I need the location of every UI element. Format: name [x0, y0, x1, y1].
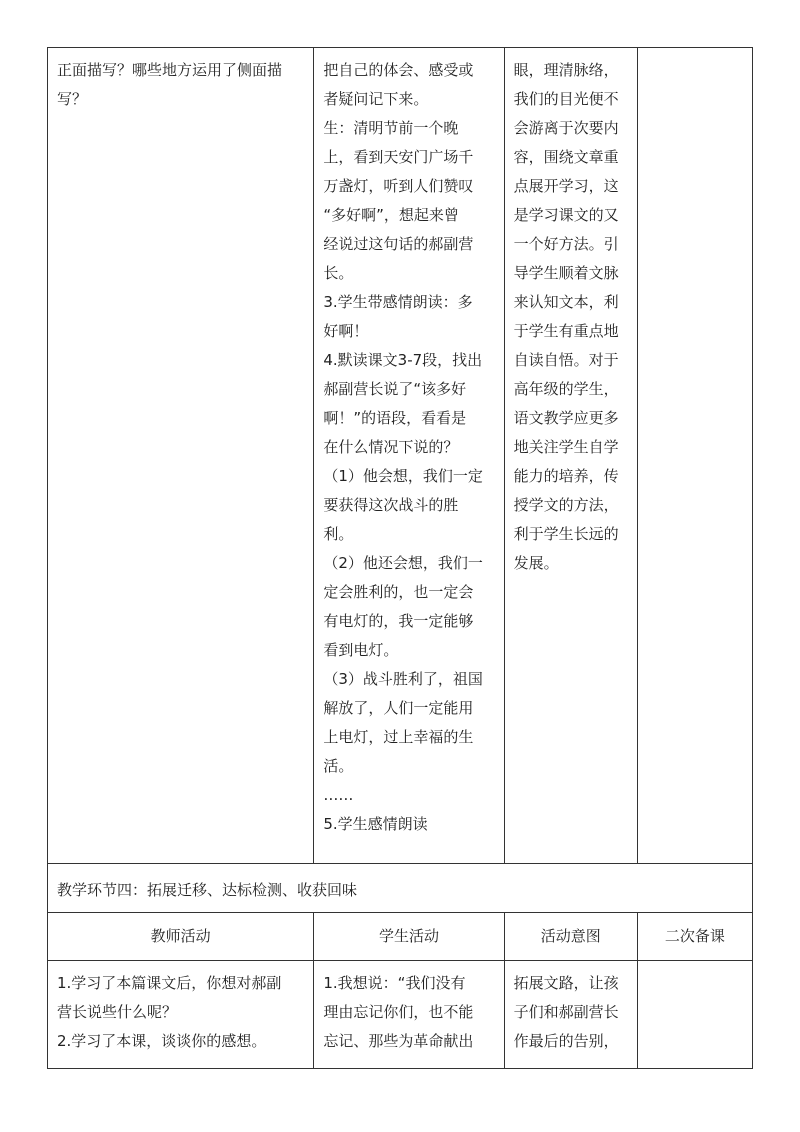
- table-header-row: [48, 913, 753, 961]
- text-line: 能力的培养，传: [513, 467, 619, 485]
- teacher-activity-text: [48, 961, 313, 1056]
- header-teacher: 教师活动: [48, 913, 314, 961]
- second-prep-text: [638, 961, 752, 969]
- teacher-activity-cell: [48, 961, 314, 1069]
- text-line: 点展开学习，这: [513, 177, 619, 195]
- text-line: 营长说些什么呢？: [57, 1003, 178, 1021]
- text-line: 利。: [323, 525, 354, 543]
- text-line: 地关注学生自学: [513, 438, 619, 456]
- text-line: 4.默读课文3-7段，找出: [323, 351, 483, 369]
- second-prep-cell: [637, 961, 752, 1069]
- text-line: 者疑问记下来。: [323, 90, 429, 108]
- text-line: 自读自悟。对于: [513, 351, 619, 369]
- text-line: （3）战斗胜利了，祖国: [323, 670, 483, 688]
- text-line: 写？: [57, 90, 88, 108]
- text-line: “多好啊”，想起来曾: [323, 206, 459, 224]
- text-line: 5.学生感情朗读: [323, 815, 428, 833]
- activity-intent-cell: [504, 48, 637, 864]
- second-prep-cell: [637, 48, 752, 864]
- text-line: 有电灯的，我一定能够: [323, 612, 474, 630]
- text-line: 来认知文本，利: [513, 293, 619, 311]
- text-line: 经说过这句话的郝副营: [323, 235, 474, 253]
- activity-intent-text: [505, 961, 637, 1056]
- text-line: 于学生有重点地: [513, 322, 619, 340]
- section-title: 教学环节四：拓展迁移、达标检测、收获回味: [57, 881, 358, 899]
- text-line: 啊！”的语段，看看是: [323, 409, 467, 427]
- text-line: 语文教学应更多: [513, 409, 619, 427]
- text-line: 要获得这次战斗的胜: [323, 496, 459, 514]
- text-line: 1.我想说：“我们没有: [323, 974, 466, 992]
- header-student: 学生活动: [314, 913, 504, 961]
- text-line: 授学文的方法，: [513, 496, 619, 514]
- text-line: 万盏灯，听到人们赞叹: [323, 177, 474, 195]
- text-line: 忘记、那些为革命献出: [323, 1032, 474, 1050]
- student-activity-cell: [314, 961, 504, 1069]
- text-line: 解放了，人们一定能用: [323, 699, 474, 717]
- text-line: 容，围绕文章重: [513, 148, 619, 166]
- student-activity-text: [314, 961, 503, 1056]
- text-line: 导学生顺着文脉: [513, 264, 619, 282]
- text-line: 高年级的学生，: [513, 380, 619, 398]
- table-row: [48, 48, 753, 864]
- text-line: 一个好方法。引: [513, 235, 619, 253]
- text-line: （2）他还会想，我们一: [323, 554, 483, 572]
- text-line: 眼，理清脉络，: [513, 61, 619, 79]
- section-title-cell: [48, 864, 753, 913]
- activity-intent-text: [505, 48, 637, 578]
- text-line: 上电灯，过上幸福的生: [323, 728, 474, 746]
- table-row: [48, 961, 753, 1069]
- text-line: 2.学习了本课，谈谈你的感想。: [57, 1032, 267, 1050]
- text-line: 看到电灯。: [323, 641, 399, 659]
- text-line: 定会胜利的，也一定会: [323, 583, 474, 601]
- text-line: 1.学习了本篇课文后，你想对郝副: [57, 974, 282, 992]
- text-line: 好啊！: [323, 322, 369, 340]
- text-line: 利于学生长远的: [513, 525, 619, 543]
- text-line: 把自己的体会、感受或: [323, 61, 474, 79]
- text-line: 是学习课文的又: [513, 206, 619, 224]
- text-line: 活。: [323, 757, 354, 775]
- text-line: 拓展文路，让孩: [513, 974, 619, 992]
- text-line: 子们和郝副营长: [513, 1003, 619, 1021]
- activity-intent-cell: [504, 961, 637, 1069]
- text-line: 会游离于次要内: [513, 119, 619, 137]
- text-line: 3.学生带感情朗读：多: [323, 293, 473, 311]
- text-line: 上，看到天安门广场千: [323, 148, 474, 166]
- text-line: 生：清明节前一个晚: [323, 119, 459, 137]
- text-line: （1）他会想，我们一定: [323, 467, 483, 485]
- student-activity-cell: [314, 48, 504, 864]
- teacher-activity-cell: [48, 48, 314, 864]
- text-line: 理由忘记你们，也不能: [323, 1003, 474, 1021]
- text-line: 我们的目光便不: [513, 90, 619, 108]
- lesson-plan-table: [47, 47, 753, 1069]
- text-line: 作最后的告别，: [513, 1032, 619, 1050]
- text-line: 正面描写？哪些地方运用了侧面描: [57, 61, 283, 79]
- header-backup: 二次备课: [637, 913, 752, 961]
- text-line: 郝副营长说了“该多好: [323, 380, 467, 398]
- text-line: ……: [323, 786, 354, 804]
- text-line: 在什么情况下说的？: [323, 438, 459, 456]
- header-intent: 活动意图: [504, 913, 637, 961]
- student-activity-text: [314, 48, 503, 839]
- second-prep-text: [638, 48, 752, 56]
- table-row: [48, 864, 753, 913]
- teacher-activity-text: [48, 48, 313, 114]
- text-line: 发展。: [513, 554, 559, 572]
- text-line: 长。: [323, 264, 354, 282]
